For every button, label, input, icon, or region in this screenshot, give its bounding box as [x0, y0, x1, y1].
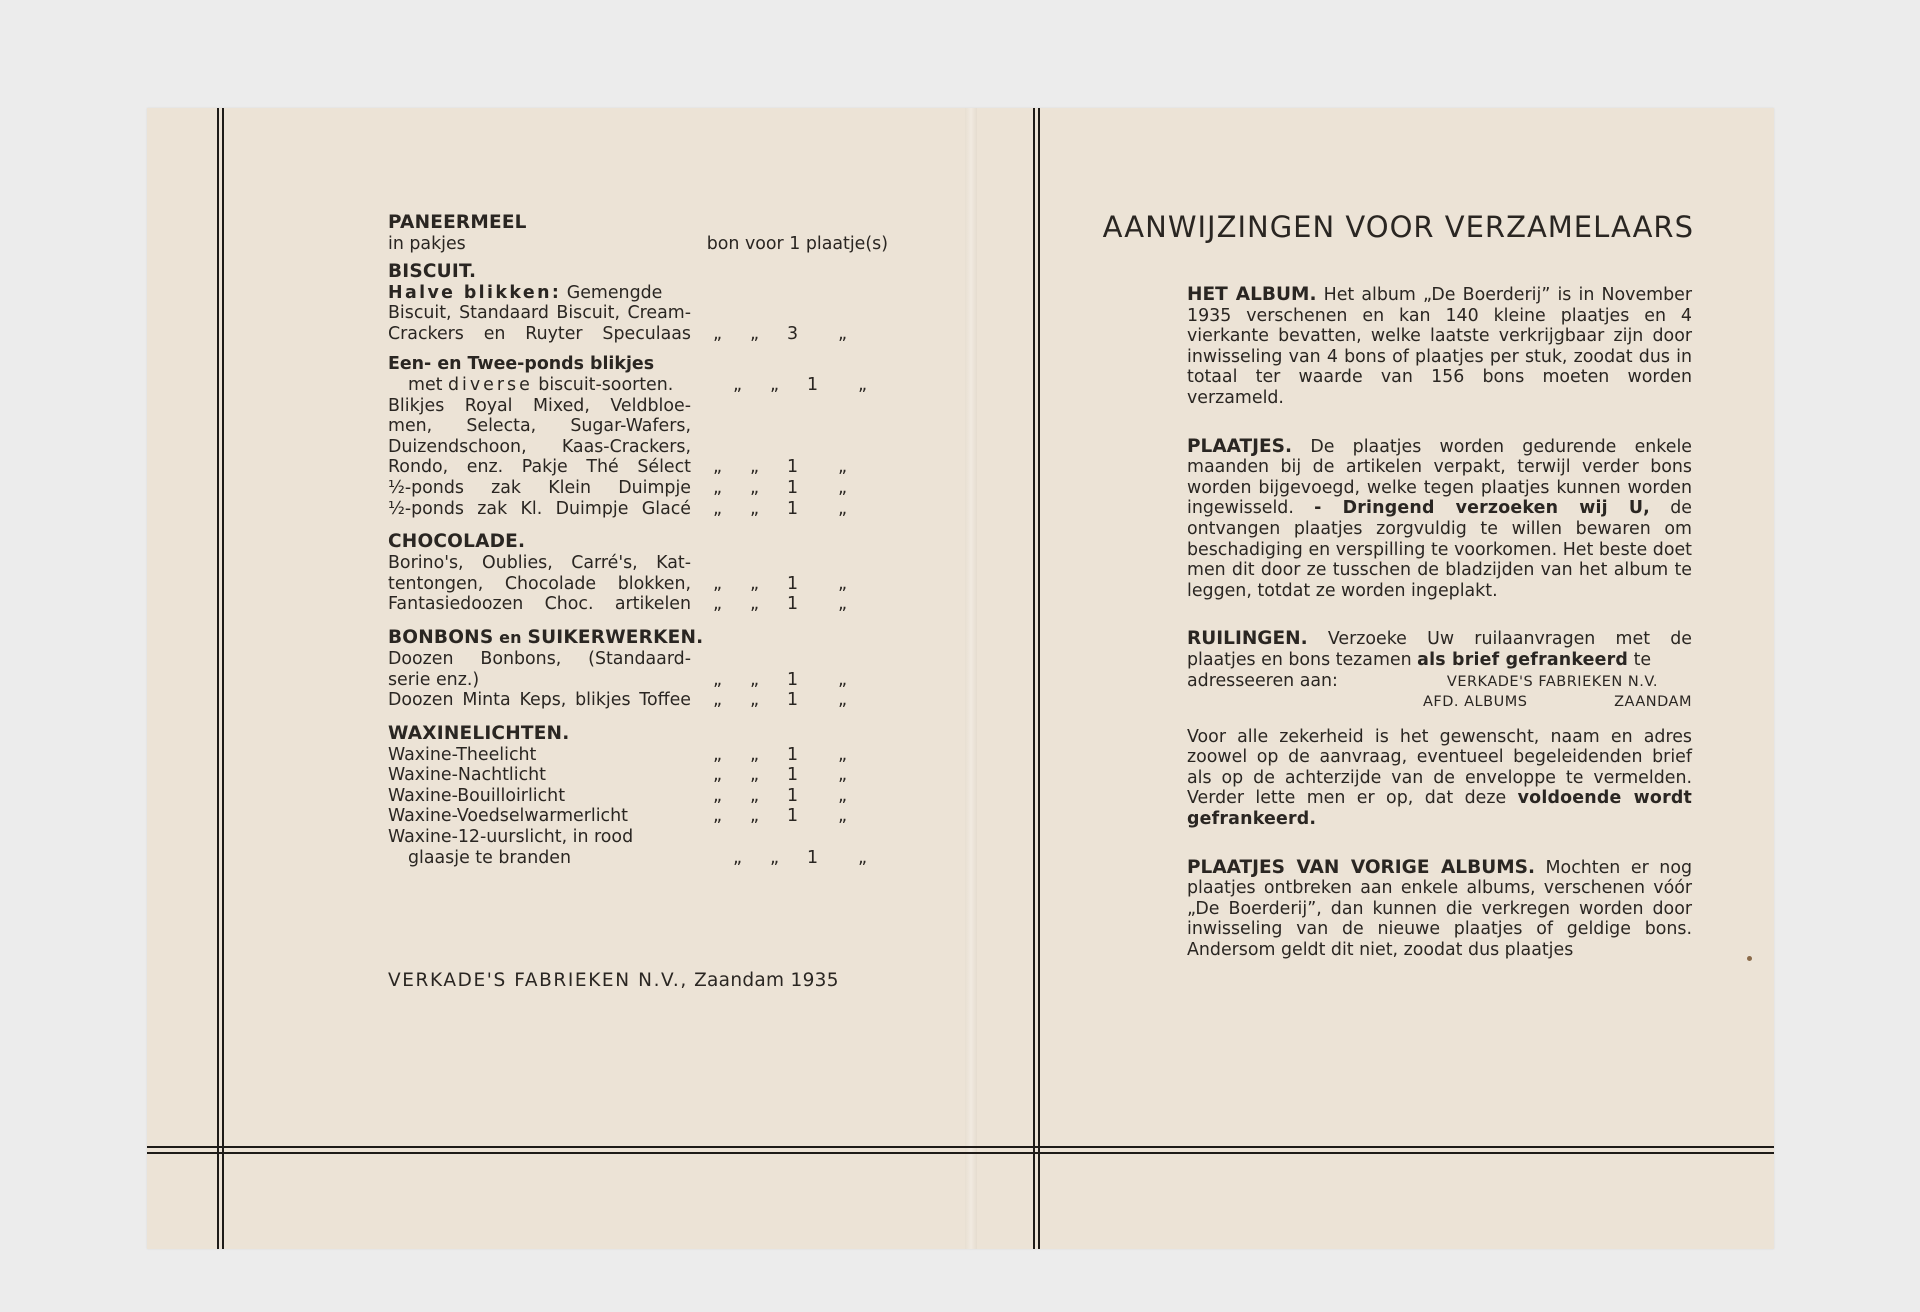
section-het-album [1187, 285, 1692, 409]
ditto-mark: „ [838, 669, 848, 690]
ditto-mark: „ [838, 498, 848, 519]
ditto-mark: „ [750, 457, 760, 478]
ditto-mark: „ [838, 785, 848, 806]
quantity: 1 [807, 374, 819, 395]
adresseeren-label: adresseeren aan: [1187, 670, 1338, 691]
ditto-mark: „ [750, 744, 760, 765]
duimpje-glace-line [388, 499, 888, 520]
quantity: 1 [787, 573, 799, 594]
footer-company: VERKADE'S FABRIEKEN N.V., [388, 970, 688, 991]
right-frame-line-vertical [1033, 108, 1040, 1249]
waxine-line1 [388, 745, 888, 766]
left-frame-line-vertical [217, 108, 224, 1249]
ditto-mark: „ [750, 477, 760, 498]
ditto-mark: „ [713, 806, 723, 827]
quantity: 1 [787, 498, 799, 519]
waxine-text5: Waxine-12-uurslicht, in rood [388, 827, 634, 848]
quantity: 1 [787, 806, 799, 827]
show-through-decoration [800, 1052, 814, 1085]
chocolade-line3 [388, 594, 888, 615]
bonbons-text1: Doozen Bonbons, (Standaard- [388, 648, 691, 669]
ditto-mark: „ [713, 457, 723, 478]
ditto-mark: „ [750, 785, 760, 806]
ditto-mark: „ [838, 594, 848, 615]
plaatjes-text1: De plaatjes worden gedurende enkele maanden bij de artikelen verpakt, terwijl verder bons worden bijgevoegd, welke tegen plaatjes kunnen worden ingewisseld. [1187, 436, 1692, 519]
biscuit-halve-line3 [388, 324, 888, 345]
waxine-line5 [388, 827, 888, 848]
ditto-mark: „ [750, 498, 760, 519]
quantity: 1 [787, 477, 799, 498]
address-line2 [1187, 692, 1692, 713]
blikjes-text4: Rondo, enz. Pakje Thé Sélect [388, 457, 691, 478]
suikerwerken-word: SUIKERWERKEN. [527, 626, 704, 648]
waxine-text2: Waxine-Nachtlicht [388, 765, 546, 786]
ditto-mark: „ [713, 498, 723, 519]
blikjes-text2: men, Selecta, Sugar-Wafers, [388, 416, 691, 437]
address-city: ZAANDAM [1614, 694, 1692, 711]
zekerheid-emphasis: voldoende wordt gefrankeerd. [1187, 788, 1693, 830]
klein-duimpje-text: ½-ponds zak Klein Duimpje [388, 477, 691, 498]
section-vorige-albums [1187, 858, 1692, 961]
bonbons-line1 [388, 649, 888, 670]
ditto-mark: „ [838, 765, 848, 786]
ditto-mark: „ [713, 573, 723, 594]
ditto-mark: „ [713, 477, 723, 498]
page-title: AANWIJZINGEN VOOR VERZAMELAARS [1102, 210, 1694, 244]
left-footer [388, 970, 839, 991]
halve-text3: Crackers en Ruyter Speculaas [388, 323, 691, 344]
footer-place: Zaandam 1935 [687, 970, 839, 991]
heading-waxinelichten: WAXINELICHTEN. [388, 722, 570, 744]
quantity: 1 [787, 669, 799, 690]
ditto-mark: „ [838, 323, 848, 344]
ditto-mark: „ [750, 594, 760, 615]
heading-paneermeel: PANEERMEEL [388, 212, 527, 233]
ditto-mark: „ [750, 765, 760, 786]
waxine-line2 [388, 765, 888, 786]
left-page-content [388, 212, 888, 868]
ditto-mark: „ [750, 669, 760, 690]
section-zekerheid [1187, 727, 1692, 830]
ditto-mark: „ [838, 477, 848, 498]
een-twee-ponds-heading: Een- en Twee-ponds blikjes [388, 354, 655, 375]
ruilingen-text1: Verzoeke Uw ruilaanvragen met de plaatjes en bons tezamen [1187, 629, 1692, 670]
ruilingen-text2: te [1628, 649, 1652, 670]
diverse-text: diverse [448, 374, 533, 395]
blikjes-line2 [388, 416, 888, 437]
waxine-text1: Waxine-Theelicht [388, 744, 537, 765]
ditto-mark: „ [733, 374, 743, 395]
section-plaatjes [1187, 437, 1692, 602]
ditto-mark: „ [733, 847, 743, 868]
waxine-line3 [388, 786, 888, 807]
een-twee-ponds-line [388, 375, 888, 396]
biscuit-halve-line1 [388, 283, 888, 304]
ditto-mark: „ [838, 573, 848, 594]
waxine-text4: Waxine-Voedselwarmerlicht [388, 806, 628, 827]
biscuit-halve-line2 [388, 303, 888, 324]
ditto-mark: „ [713, 690, 723, 711]
right-page-content [1187, 285, 1692, 989]
heading-chocolade: CHOCOLADE. [388, 531, 526, 553]
ditto-mark: „ [750, 690, 760, 711]
bonbons-line2 [388, 670, 888, 691]
center-fold [965, 108, 977, 1249]
blikjes-line4 [388, 457, 888, 478]
plaatjes-heading: PLAATJES. [1187, 435, 1293, 457]
blikjes-text3: Duizendschoon, Kaas-Crackers, [388, 436, 691, 457]
ditto-mark: „ [713, 594, 723, 615]
ditto-mark: „ [750, 323, 760, 344]
met-text: met [408, 374, 448, 395]
ditto-mark: „ [838, 690, 848, 711]
paper-spot [1747, 956, 1752, 961]
waxine-line6 [388, 848, 888, 869]
heading-biscuit: BISCUIT. [388, 260, 477, 282]
address-department: AFD. ALBUMS [1423, 694, 1528, 711]
ruilingen-heading: RUILINGEN. [1187, 628, 1308, 650]
frame-line-horizontal [147, 1146, 1774, 1154]
zekerheid-text: Voor alle zekerheid is het gewenscht, naam en adres zoowel op de aanvraag, eventueel begeleidenden brief als op de achterzijde van de enveloppe te vermelden. Verder lette men er op, dat deze [1187, 726, 1692, 809]
album-text: Het album „De Boerderij” is in November 1935 verschenen en kan 140 kleine plaatjes en 4 vierkante bevatten, welke laatste verkrijgbaar zijn door inwisseling van 4 bons of plaatjes per stuk, zoodat dus in totaal ter waarde van 156 bons moeten worden verzameld. [1187, 285, 1692, 408]
plaatjes-text2: de ontvangen plaatjes zorgvuldig te willen bewaren om beschadiging en verspilling te voorkomen. Het beste doet men dit door ze tusschen de bladzijden van het album te leggen, totdat ze worden ingeplakt. [1187, 498, 1692, 601]
ditto-mark: „ [838, 457, 848, 478]
ditto-mark: „ [750, 573, 760, 594]
ditto-mark: „ [713, 669, 723, 690]
waxine-line4 [388, 806, 888, 827]
address-company: VERKADE'S FABRIEKEN N.V. [1446, 673, 1658, 690]
ditto-mark: „ [838, 744, 848, 765]
ditto-mark: „ [750, 806, 760, 827]
blikjes-line3 [388, 437, 888, 458]
section-ruilingen [1187, 629, 1692, 712]
quantity: 3 [787, 323, 799, 344]
chocolade-line2 [388, 574, 888, 595]
soorten-text: biscuit-soorten. [532, 374, 674, 395]
ditto-mark: „ [858, 374, 868, 395]
quantity: 1 [787, 744, 799, 765]
quantity: 1 [807, 847, 819, 868]
vorige-albums-text: Mochten er nog plaatjes ontbreken aan enkele albums, verschenen vóór „De Boerderij”, dan kunnen die verkregen worden door inwisseling van de nieuwe plaatjes of geldige bons. Andersom geldt dit niet, zoodat dus plaatjes [1187, 857, 1693, 961]
quantity: 1 [787, 594, 799, 615]
plaatjes-emphasis: - Dringend verzoeken wij U, [1314, 498, 1650, 519]
chocolade-text2: tentongen, Chocolade blokken, [388, 573, 691, 594]
ditto-mark: „ [713, 785, 723, 806]
halve-blikken-label: Halve blikken: [388, 282, 562, 303]
blikjes-text1: Blikjes Royal Mixed, Veldbloe- [388, 395, 691, 416]
quantity: 1 [787, 457, 799, 478]
vorige-albums-heading: PLAATJES VAN VORIGE ALBUMS. [1187, 856, 1535, 878]
ditto-mark: „ [858, 847, 868, 868]
quantity: 1 [787, 765, 799, 786]
heading-bonbons [388, 627, 888, 649]
ditto-mark: „ [770, 847, 780, 868]
ruilingen-emphasis: als brief gefrankeerd [1417, 649, 1629, 670]
klein-duimpje-line [388, 478, 888, 499]
en-word: en [493, 627, 528, 647]
bonbons-line3 [388, 690, 888, 711]
quantity: 1 [787, 690, 799, 711]
halve-text1: Gemengde [561, 282, 663, 303]
ditto-mark: „ [770, 374, 780, 395]
bonbons-word: BONBONS [388, 626, 494, 648]
ditto-mark: „ [838, 806, 848, 827]
blikjes-line1 [388, 396, 888, 417]
chocolade-text3: Fantasiedoozen Choc. artikelen [388, 594, 691, 615]
bonbons-text2: serie enz.) [388, 669, 480, 690]
paneermeel-row [388, 234, 888, 255]
waxine-text6: glaasje te branden [408, 847, 571, 868]
waxine-text3: Waxine-Bouilloirlicht [388, 785, 566, 806]
album-heading: HET ALBUM. [1187, 284, 1317, 305]
chocolade-line1 [388, 553, 888, 574]
paneermeel-line: in pakjes [388, 234, 466, 254]
address-line1 [1187, 671, 1692, 693]
ditto-mark: „ [713, 744, 723, 765]
duimpje-glace-text: ½-ponds zak Kl. Duimpje Glacé [388, 498, 691, 519]
chocolade-text1: Borino's, Oublies, Carré's, Kat- [388, 553, 691, 574]
quantity: 1 [787, 785, 799, 806]
halve-text2: Biscuit, Standaard Biscuit, Cream- [388, 303, 691, 324]
bonbons-text3: Doozen Minta Keps, blikjes Toffee [388, 690, 691, 711]
bon-label: bon voor 1 plaatje(s) [706, 234, 888, 254]
ditto-mark: „ [713, 323, 723, 344]
ditto-mark: „ [713, 765, 723, 786]
